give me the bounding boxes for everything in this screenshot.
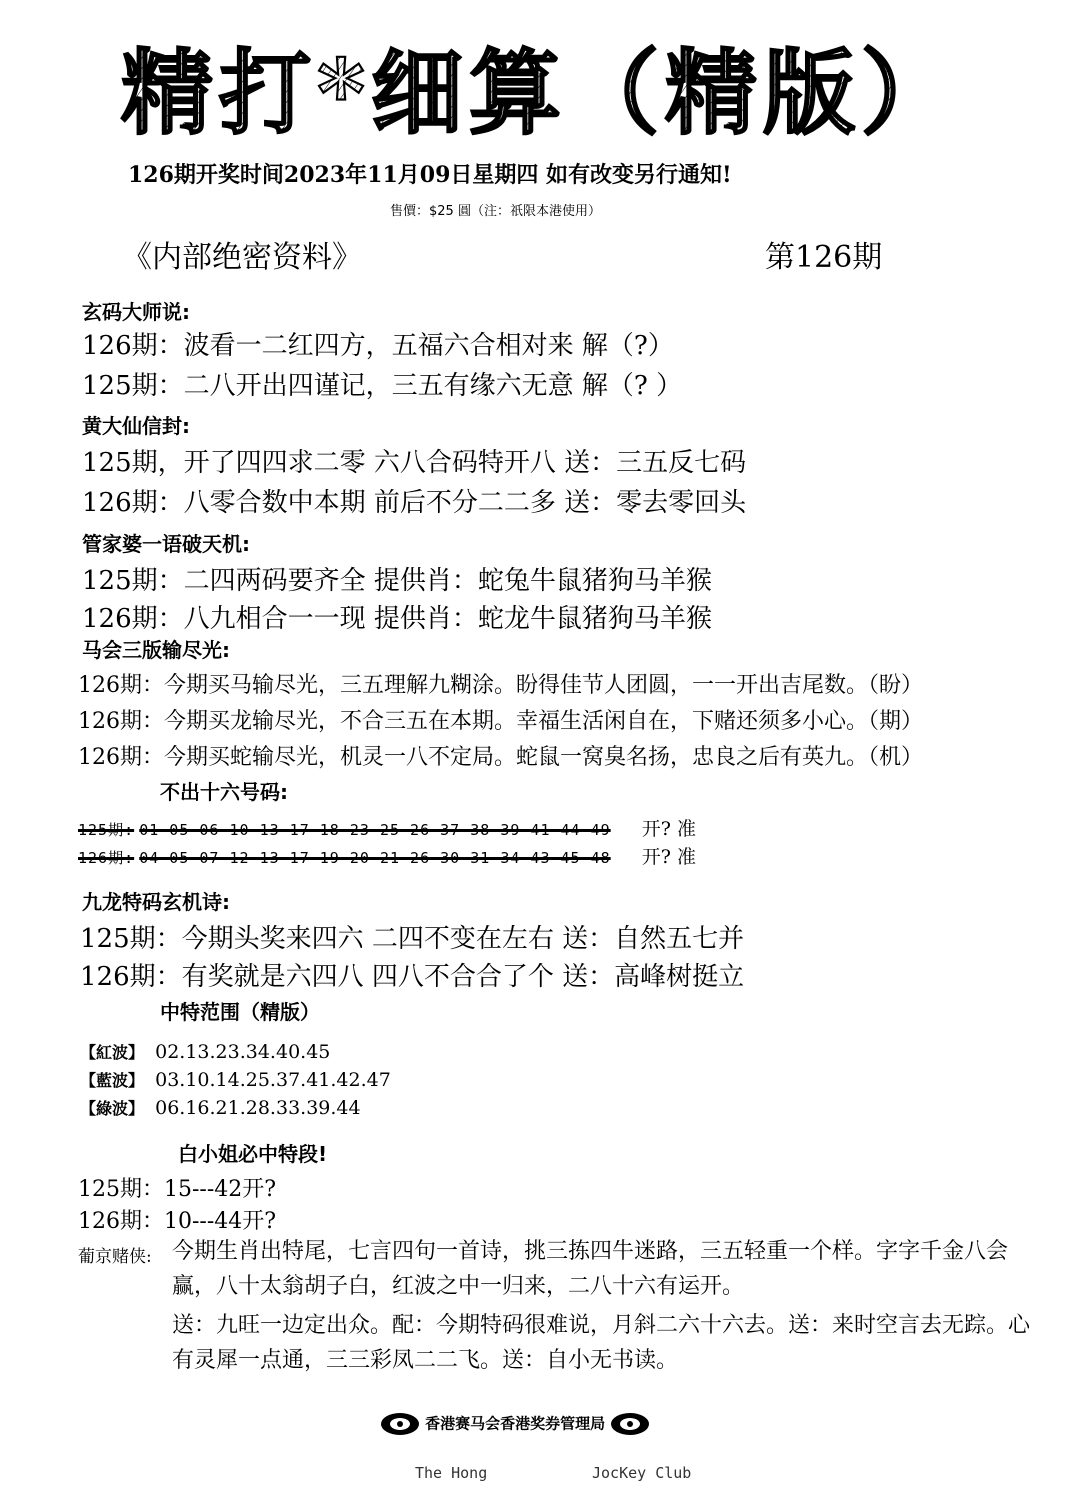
xuanma-line-1: 126期：波看一二红四方，五福六合相对来 解（?）	[82, 331, 674, 361]
buchu-row-2-label: 126期:	[78, 849, 135, 867]
mahui-line-3: 126期：今期买蛇输尽光，机灵一八不定局。蛇鼠一窝臭名扬，忠良之后有英九。（机）	[78, 745, 923, 770]
blue-wave-badge: 【藍波】	[80, 1071, 145, 1090]
pujing-text-1: 今期生肖出特尾，七言四句一首诗，挑三拣四牛迷路，三五轻重一个样。字字千金八会赢，八十太翁胡子白，红波之中一归来，二八十六有运开。	[172, 1239, 1009, 1299]
jiulong-line-2: 126期：有奖就是六四八 四八不合合了个 送：高峰树挺立	[80, 962, 745, 992]
mahui-title: 马会三版输尽光:	[82, 638, 230, 662]
bai-line-1: 125期：15---42开?	[78, 1177, 277, 1202]
huang-title: 黄大仙信封:	[82, 414, 190, 438]
buchu-row-2-nums: 04 05 07 12 13 17 19 20 21 26 30 31 34 43 45 48	[139, 849, 611, 867]
zhongte-row-red	[80, 1040, 330, 1063]
jockey-club-logo-right-icon	[610, 1412, 650, 1436]
jockey-club-logo-icon	[380, 1412, 420, 1436]
blue-wave-nums: 03.10.14.25.37.41.42.47	[155, 1069, 391, 1091]
footer-en-right: JocKey Club	[592, 1464, 692, 1482]
price-note: 售價：$25 圓（注：祇限本港使用）	[390, 204, 601, 219]
xuanma-title: 玄码大师说:	[82, 300, 190, 324]
buchu-row-2	[78, 842, 696, 869]
doc-name: 《内部绝密资料》	[122, 240, 362, 275]
issue-number: 第126期	[765, 240, 883, 275]
red-wave-badge: 【紅波】	[80, 1043, 145, 1062]
bai-line-2: 126期：10---44开?	[78, 1209, 277, 1234]
huang-line-1: 125期，开了四四求二零 六八合码特开八 送：三五反七码	[82, 448, 747, 478]
red-wave-nums: 02.13.23.34.40.45	[155, 1041, 331, 1063]
buchu-title: 不出十六号码:	[160, 780, 288, 804]
guanjia-line-1: 125期：二四两码要齐全 提供肖：蛇兔牛鼠猪狗马羊猴	[82, 566, 712, 596]
pujing-label: 葡京赌侠:	[78, 1247, 152, 1267]
xuanma-line-2: 125期：二八开出四谨记，三五有缘六无意 解（? ）	[82, 371, 683, 401]
mahui-line-1: 126期：今期买马输尽光，三五理解九糊涂。盼得佳节人团圆，一一开出吉尾数。（盼）	[78, 673, 923, 698]
draw-notice: 126期开奖时间2023年11月09日星期四 如有改变另行通知!	[128, 162, 732, 188]
mahui-line-2: 126期：今期买龙输尽光，不合三五在本期。幸福生活闲自在，下赌还须多小心。（期）	[78, 709, 923, 734]
jiulong-line-1: 125期：今期头奖来四六 二四不变在左右 送：自然五七并	[80, 924, 745, 954]
title-art	[120, 20, 960, 150]
title-art-text: 精打*细算（精版）	[120, 39, 960, 147]
green-wave-nums: 06.16.21.28.33.39.44	[155, 1097, 361, 1119]
zhongte-row-blue	[80, 1068, 391, 1091]
buchu-row-1-label: 125期:	[78, 821, 135, 839]
jiulong-title: 九龙特码玄机诗:	[82, 890, 230, 914]
zhongte-row-green	[80, 1096, 361, 1119]
footer-org: 香港赛马会香港奖券管理局	[425, 1414, 606, 1433]
buchu-row-1-tail: 开? 准	[641, 818, 696, 840]
footer-org-row	[380, 1412, 650, 1436]
guanjia-line-2: 126期：八九相合一一现 提供肖：蛇龙牛鼠猪狗马羊猴	[82, 604, 712, 634]
bai-title: 白小姐必中特段!	[178, 1142, 328, 1166]
footer-en-left: The Hong	[415, 1464, 488, 1482]
guanjia-title: 管家婆一语破天机:	[82, 532, 250, 556]
buchu-row-2-tail: 开? 准	[641, 846, 696, 868]
zhongte-title: 中特范围（精版）	[160, 1000, 320, 1024]
green-wave-badge: 【綠波】	[80, 1099, 145, 1118]
buchu-row-1-nums: 01 05 06 10 13 17 18 23 25 26 37 38 39 41 44 49	[139, 821, 611, 839]
buchu-row-1	[78, 814, 696, 841]
pujing-text-2: 送：九旺一边定出众。配：今期特码很难说，月斜二六十六去。送：来时空言去无踪。心有灵犀一点通，三三彩凤二二飞。送：自小无书读。	[172, 1313, 1031, 1373]
huang-line-2: 126期：八零合数中本期 前后不分二二多 送：零去零回头	[82, 488, 747, 518]
